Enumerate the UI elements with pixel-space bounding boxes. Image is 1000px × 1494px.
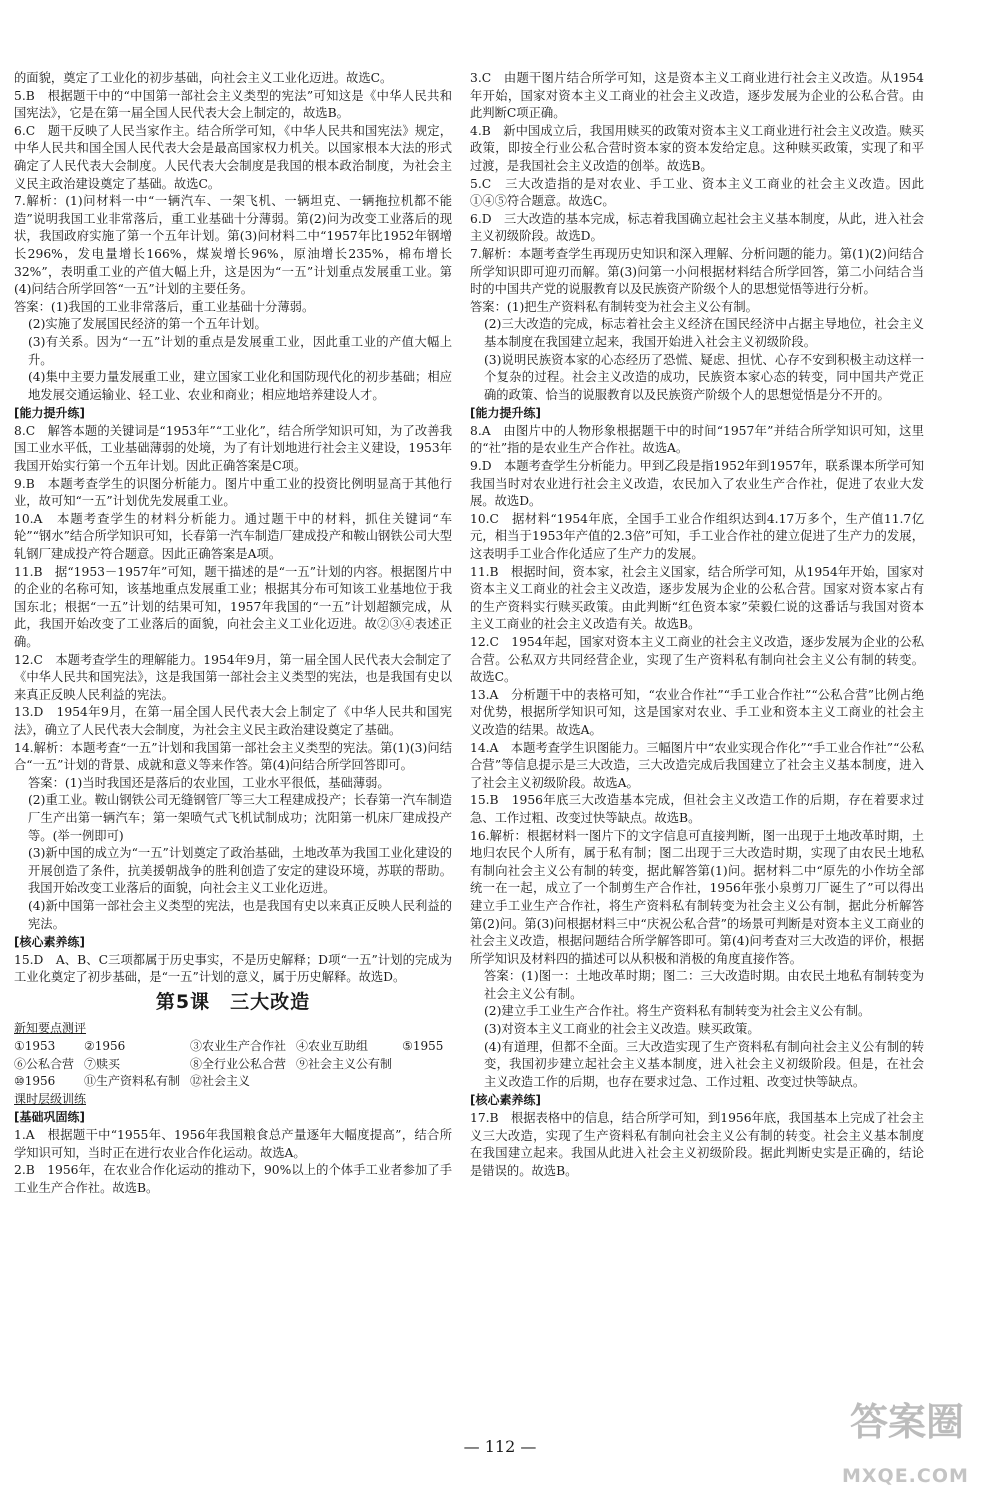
answer-paragraph: (3)说明民族资本家的心态经历了恐慌、疑虑、担忧、心存不安到积极主动这样一个复杂的过程。社会主义改造的成功，民族资本家心态的转变，同中国共产党正确的政策、恰当的说服教育以及民族资产阶级个人的思想觉悟是分不开的。	[484, 352, 924, 402]
answer-key-item: ②1956	[84, 1039, 126, 1054]
answer-paragraph: 6.C 题干反映了人民当家作主。结合所学可知，《中华人民共和国宪法》规定，中华人民共和国全国人民代表大会是最高国家权力机关。以国家根本大法的形式确定了人民代表大会制度。人民代表大会制度是我国的根本政治制度，为社会主义民主政治建设奠定了基础。故选C。	[14, 123, 452, 191]
answer-key-item: ⑧全行业公私合营	[190, 1056, 287, 1071]
answer-key-item: ⑦赎买	[84, 1056, 121, 1071]
subsection-heading: 新知要点测评	[14, 1021, 87, 1036]
section-label: [核心素养练]	[14, 935, 85, 950]
answer-key-item: ③农业生产合作社	[190, 1039, 287, 1054]
answer-key-item: ①1953	[14, 1039, 56, 1054]
answer-paragraph: (3)对资本主义工商业的社会主义改造。赎买政策。	[484, 1022, 760, 1037]
answer-paragraph: 17.B 根据表格中的信息，结合所学可知，到1956年底，我国基本上完成了社会主义三大改造，实现了生产资料私有制向社会主义公有制的转变。社会主义基本制度在我国建立起来。我国从此进入社会主义初级阶段。据此判断史实是正确的，结论是错误的。故选B。	[470, 1111, 924, 1178]
section-label: [核心素养练]	[470, 1093, 541, 1108]
section-label: [能力提升练]	[470, 406, 541, 421]
answer-paragraph: (3)新中国的成立为“一五”计划奠定了政治基础，土地改革为我国工业化建设的开展创造了条件，抗美援朝战争的胜利创造了安定的建设环境，苏联的帮助。我国开始改变工业落后的面貌，向社会主义工业化迈进。	[28, 846, 452, 896]
watermark-title: 答案圈	[850, 1400, 965, 1444]
answer-paragraph: (4)新中国第一部社会主义类型的宪法，也是我国有史以来真正反映人民利益的宪法。	[28, 898, 452, 931]
answer-paragraph: 10.C 据材料“1954年底，全国手工业合作组织达到4.17万多个，生产值11.7亿元，相当于1953年产值的2.3倍”可知，手工业合作社的建立促进了生产力的发展，这表明手工业合作化适应了生产力的发展。	[470, 511, 924, 562]
answer-key-grid	[14, 1038, 452, 1091]
answer-paragraph: (4)集中主要力量发展重工业，建立国家工业化和国防现代化的初步基础；相应地发展交通运输业、轻工业、农业和商业；相应地培养建设人才。	[28, 370, 452, 402]
answer-paragraph: (2)重工业。鞍山钢铁公司无缝钢管厂等三大工程建成投产；长春第一汽车制造厂生产出第一辆汽车；第一架喷气式飞机试制成功；沈阳第一机床厂建成投产等。(举一例即可)	[28, 793, 452, 843]
answer-paragraph: 12.C 本题考查学生的理解能力。1954年9月，第一届全国人民代表大会制定了《中华人民共和国宪法》，这是我国第一部社会主义类型的宪法，也是我国有史以来真正反映人民利益的宪法。	[14, 652, 452, 702]
answer-paragraph: 8.C 解答本题的关键词是“1953年”“工业化”，结合所学知识可知，为了改善我国工业水平低，工业基础薄弱的处境，为了有计划地进行社会主义建设，1953年我国开始实行第一个五年计划。因此正确答案是C项。	[14, 423, 452, 474]
answer-paragraph: 10.A 本题考查学生的材料分析能力。通过题干中的材料，抓住关键词“车轮”“钢水”结合所学知识可知，长春第一汽车制造厂建成投产和鞍山钢铁公司大型轧钢厂建成投产符合题意。因此正确答案是A项。	[14, 511, 452, 562]
answer-paragraph: 15.B 1956年底三大改造基本完成，但社会主义改造工作的后期，存在着要求过急、工作过粗、改变过快等缺点。故选B。	[470, 793, 924, 825]
answer-key-item: ④农业互助组	[296, 1039, 369, 1054]
answer-paragraph: 14.A 本题考查学生识图能力。三幅图片中“农业实现合作化”“手工业合作社”“公私合营”等信息提示是三大改造，三大改造完成后我国建立了社会主义基本制度，进入了社会主义初级阶段。故选A。	[470, 740, 924, 790]
answer-paragraph: 11.B 根据时间，资本家，社会主义国家，结合所学可知，从1954年开始，国家对资本主义工商业的社会主义改造，逐步发展为企业的公私合营。国家对资本家占有的生产资料实行赎买政策。由此判断“红色资本家”荣毅仁说的这番话与我国对资本主义工商业的社会主义改造有关。故选B。	[470, 564, 924, 632]
answer-paragraph: 5.B 根据题干中的“中国第一部社会主义类型的宪法”可知这是《中华人民共和国宪法》，它是在第一届全国人民代表大会上制定的，故选B。	[14, 88, 452, 121]
answer-paragraph: 7.解析：本题考查学生再现历史知识和深入理解、分析问题的能力。第(1)(2)问结合所学知识即可迎刃而解。第(3)问第一小问根据材料结合所学回答，第二小问结合当时的中国共产党的说服教育以及民族资产阶级个人的思想觉悟等进行分析。	[470, 246, 924, 297]
section-label: [能力提升练]	[14, 406, 85, 421]
answer-paragraph: 3.C 由题干图片结合所学可知，这是资本主义工商业进行社会主义改造。从1954年开始，国家对资本主义工商业的社会主义改造，逐步发展为企业的公私合营。由此判断C项正确。	[470, 71, 924, 121]
subsection-heading: 课时层级训练	[14, 1091, 87, 1106]
answer-key-item: ⑨社会主义公有制	[296, 1056, 393, 1071]
watermark-logo	[836, 1400, 986, 1488]
answer-paragraph: 答案：(1)把生产资料私有制转变为社会主义公有制。	[470, 299, 758, 314]
answer-key-item	[402, 1073, 443, 1091]
answer-key-item: ⑩1956	[14, 1074, 56, 1089]
answer-key-item	[296, 1073, 392, 1091]
answer-paragraph: 13.D 1954年9月，在第一届全国人民代表大会上制定了《中华人民共和国宪法》，确立了人民代表大会制度，为社会主义民主政治建设奠定了基础。	[14, 705, 452, 737]
answer-paragraph: 1.A 根据题干中“1955年、1956年我国粮食总产量逐年大幅度提高”，结合所学知识可知，当时正在进行农业合作化运动。故选A。	[14, 1128, 452, 1160]
lesson-title: 第5课 三大改造	[155, 990, 311, 1013]
answer-key-item: ⑫社会主义	[190, 1074, 251, 1089]
answer-paragraph: (3)有关系。因为“一五”计划的重点是发展重工业，因此重工业的产值大幅上升。	[28, 334, 452, 367]
answer-key-item: ⑤1955	[402, 1039, 444, 1054]
answer-paragraph: 9.D 本题考查学生分析能力。甲到乙段是指1952年到1957年，联系课本所学可知我国当时对农业进行社会主义改造，农民加入了农业生产合作社，促进了农业大发展。故选D。	[470, 459, 924, 509]
answer-paragraph: (4)有道理，但都不全面。三大改造实现了生产资料私有制向社会主义公有制的转变，我国初步建立起社会主义基本制度，进入社会主义初级阶段。但是，在社会主义改造工作的后期，也存在要求过急、工作过粗、改变过快等缺点。	[484, 1039, 924, 1089]
answer-key-item: ⑥公私合营	[14, 1056, 75, 1071]
left-column	[14, 70, 452, 1197]
answer-paragraph: 16.解析：根据材料一图片下的文字信息可直接判断，图一出现于土地改革时期，土地归农民个人所有，属于私有制；图二出现于三大改造时期，实现了由农民土地私有制向社会主义公有制的转变，据此解答第(1)问。据材料二中“原先的小作坊全部统一在一起，成立了一个制剪生产合作社，1956年张小泉剪刀厂诞生了”可以得出建立手工业生产合作社，将生产资料私有制转变为社会主义公有制，据此分析解答第(2)问。第(3)问根据材料三中“庆祝公私合营”的场景可判断是对资本主义工商业的社会主义改造，根据问题结合所学解答即可。第(4)问考查对三大改造的评价，根据所学知识及材料四的描述可以从积极和消极的角度直接作答。	[470, 828, 924, 966]
answer-paragraph: 2.B 1956年，在农业合作化运动的推动下，90%以上的个体手工业者参加了手工业生产合作社。故选B。	[14, 1163, 452, 1195]
answer-paragraph: 14.解析：本题考查“一五”计划和我国第一部社会主义类型的宪法。第(1)(3)问结合“一五”计划的背景、成就和意义等来作答。第(4)问结合所学回答即可。	[14, 740, 452, 773]
answer-paragraph: 12.C 1954年起，国家对资本主义工商业的社会主义改造，逐步发展为企业的公私合营。公私双方共同经营企业，实现了生产资料私有制向社会主义公有制的转变。故选C。	[470, 635, 924, 685]
page-number: — 112 —	[463, 1437, 537, 1456]
answer-paragraph: (2)三大改造的完成，标志着社会主义经济在国民经济中占据主导地位，社会主义基本制度在我国建立起来，我国开始进入社会主义初级阶段。	[484, 317, 924, 349]
answer-paragraph: 的面貌，奠定了工业化的初步基础，向社会主义工业化迈进。故选C。	[14, 71, 393, 85]
answer-key-item: ⑪生产资料私有制	[84, 1074, 181, 1089]
answer-paragraph: (2)实施了发展国民经济的第一个五年计划。	[28, 317, 267, 332]
answer-paragraph: 5.C 三大改造指的是对农业、手工业、资本主义工商业的社会主义改造。因此①④⑤符合题意。故选C。	[470, 176, 924, 209]
right-column	[470, 70, 924, 1180]
answer-paragraph: 答案：(1)图一：土地改革时期；图二：三大改造时期。由农民土地私有制转变为社会主义公有制。	[484, 969, 924, 1001]
section-label: [基础巩固练]	[14, 1110, 85, 1125]
answer-paragraph: 9.B 本题考查学生的识图分析能力。图片中重工业的投资比例明显高于其他行业，故可知“一五”计划优先发展重工业。	[14, 476, 452, 509]
answer-paragraph: 13.A 分析题干中的表格可知，“农业合作社”“手工业合作社”“公私合营”比例占绝对优势，根据所学知识可知，这是国家对农业、手工业和资本主义工商业的社会主义改造的结果。故选A。	[470, 687, 924, 737]
answer-paragraph: 6.D 三大改造的基本完成，标志着我国确立起社会主义基本制度，从此，进入社会主义初级阶段。故选D。	[470, 211, 924, 244]
answer-paragraph: 答案：(1)当时我国还是落后的农业国，工业水平很低，基础薄弱。	[28, 775, 390, 790]
answer-paragraph: 4.B 新中国成立后，我国用赎买的政策对资本主义工商业进行社会主义改造。赎买政策，即按全行业公私合营时资本家的资本发给定息。这种赎买政策，实现了和平过渡，是我国社会主义改造的创举。故选B。	[470, 123, 924, 173]
answer-key-item	[402, 1056, 443, 1074]
watermark-url: MXQE.COM	[842, 1465, 969, 1488]
answer-paragraph: 7.解析：(1)问材料一中“一辆汽车、一架飞机、一辆坦克、一辆拖拉机都不能造”说明我国工业非常落后，重工业基础十分薄弱。第(2)问为改变工业落后的现状，我国政府实施了第一个五年计划。第(3)问材料二中“1957年比1952年钢增长296%，发电量增长166%，煤炭增长96%，原油增长235%，棉布增长32%”，表明重工业的产值大幅上升，这是因为“一五”计划重点发展重工业。第(4)问结合所学回答“一五”计划的主要任务。	[14, 194, 452, 297]
answer-paragraph: 8.A 由图片中的人物形象根据题干中的时间“1957年”并结合所学知识可知，这里的“社”指的是农业生产合作社。故选A。	[470, 423, 924, 456]
answer-paragraph: (2)建立手工业生产合作社。将生产资料私有制转变为社会主义公有制。	[484, 1004, 871, 1019]
answer-paragraph: 15.D A、B、C三项都属于历史事实，不是历史解释；D项“一五”计划的完成为工业化奠定了初步基础，是“一五”计划的意义，属于历史解释。故选D。	[14, 952, 452, 985]
answer-paragraph: 答案：(1)我国的工业非常落后，重工业基础十分薄弱。	[14, 299, 315, 314]
answer-paragraph: 11.B 据“1953－1957年”可知，题干描述的是“一五”计划的内容。根据图片中的企业的名称可知，该基地重点发展重工业；根据其分布可知该工业基地位于我国东北；根据“一五”计划的结果可知，1957年我国的“一五”计划超额完成，从此，我国开始改变了工业落后的面貌，向社会主义工业化迈进。故②③④表述正确。	[14, 564, 452, 649]
